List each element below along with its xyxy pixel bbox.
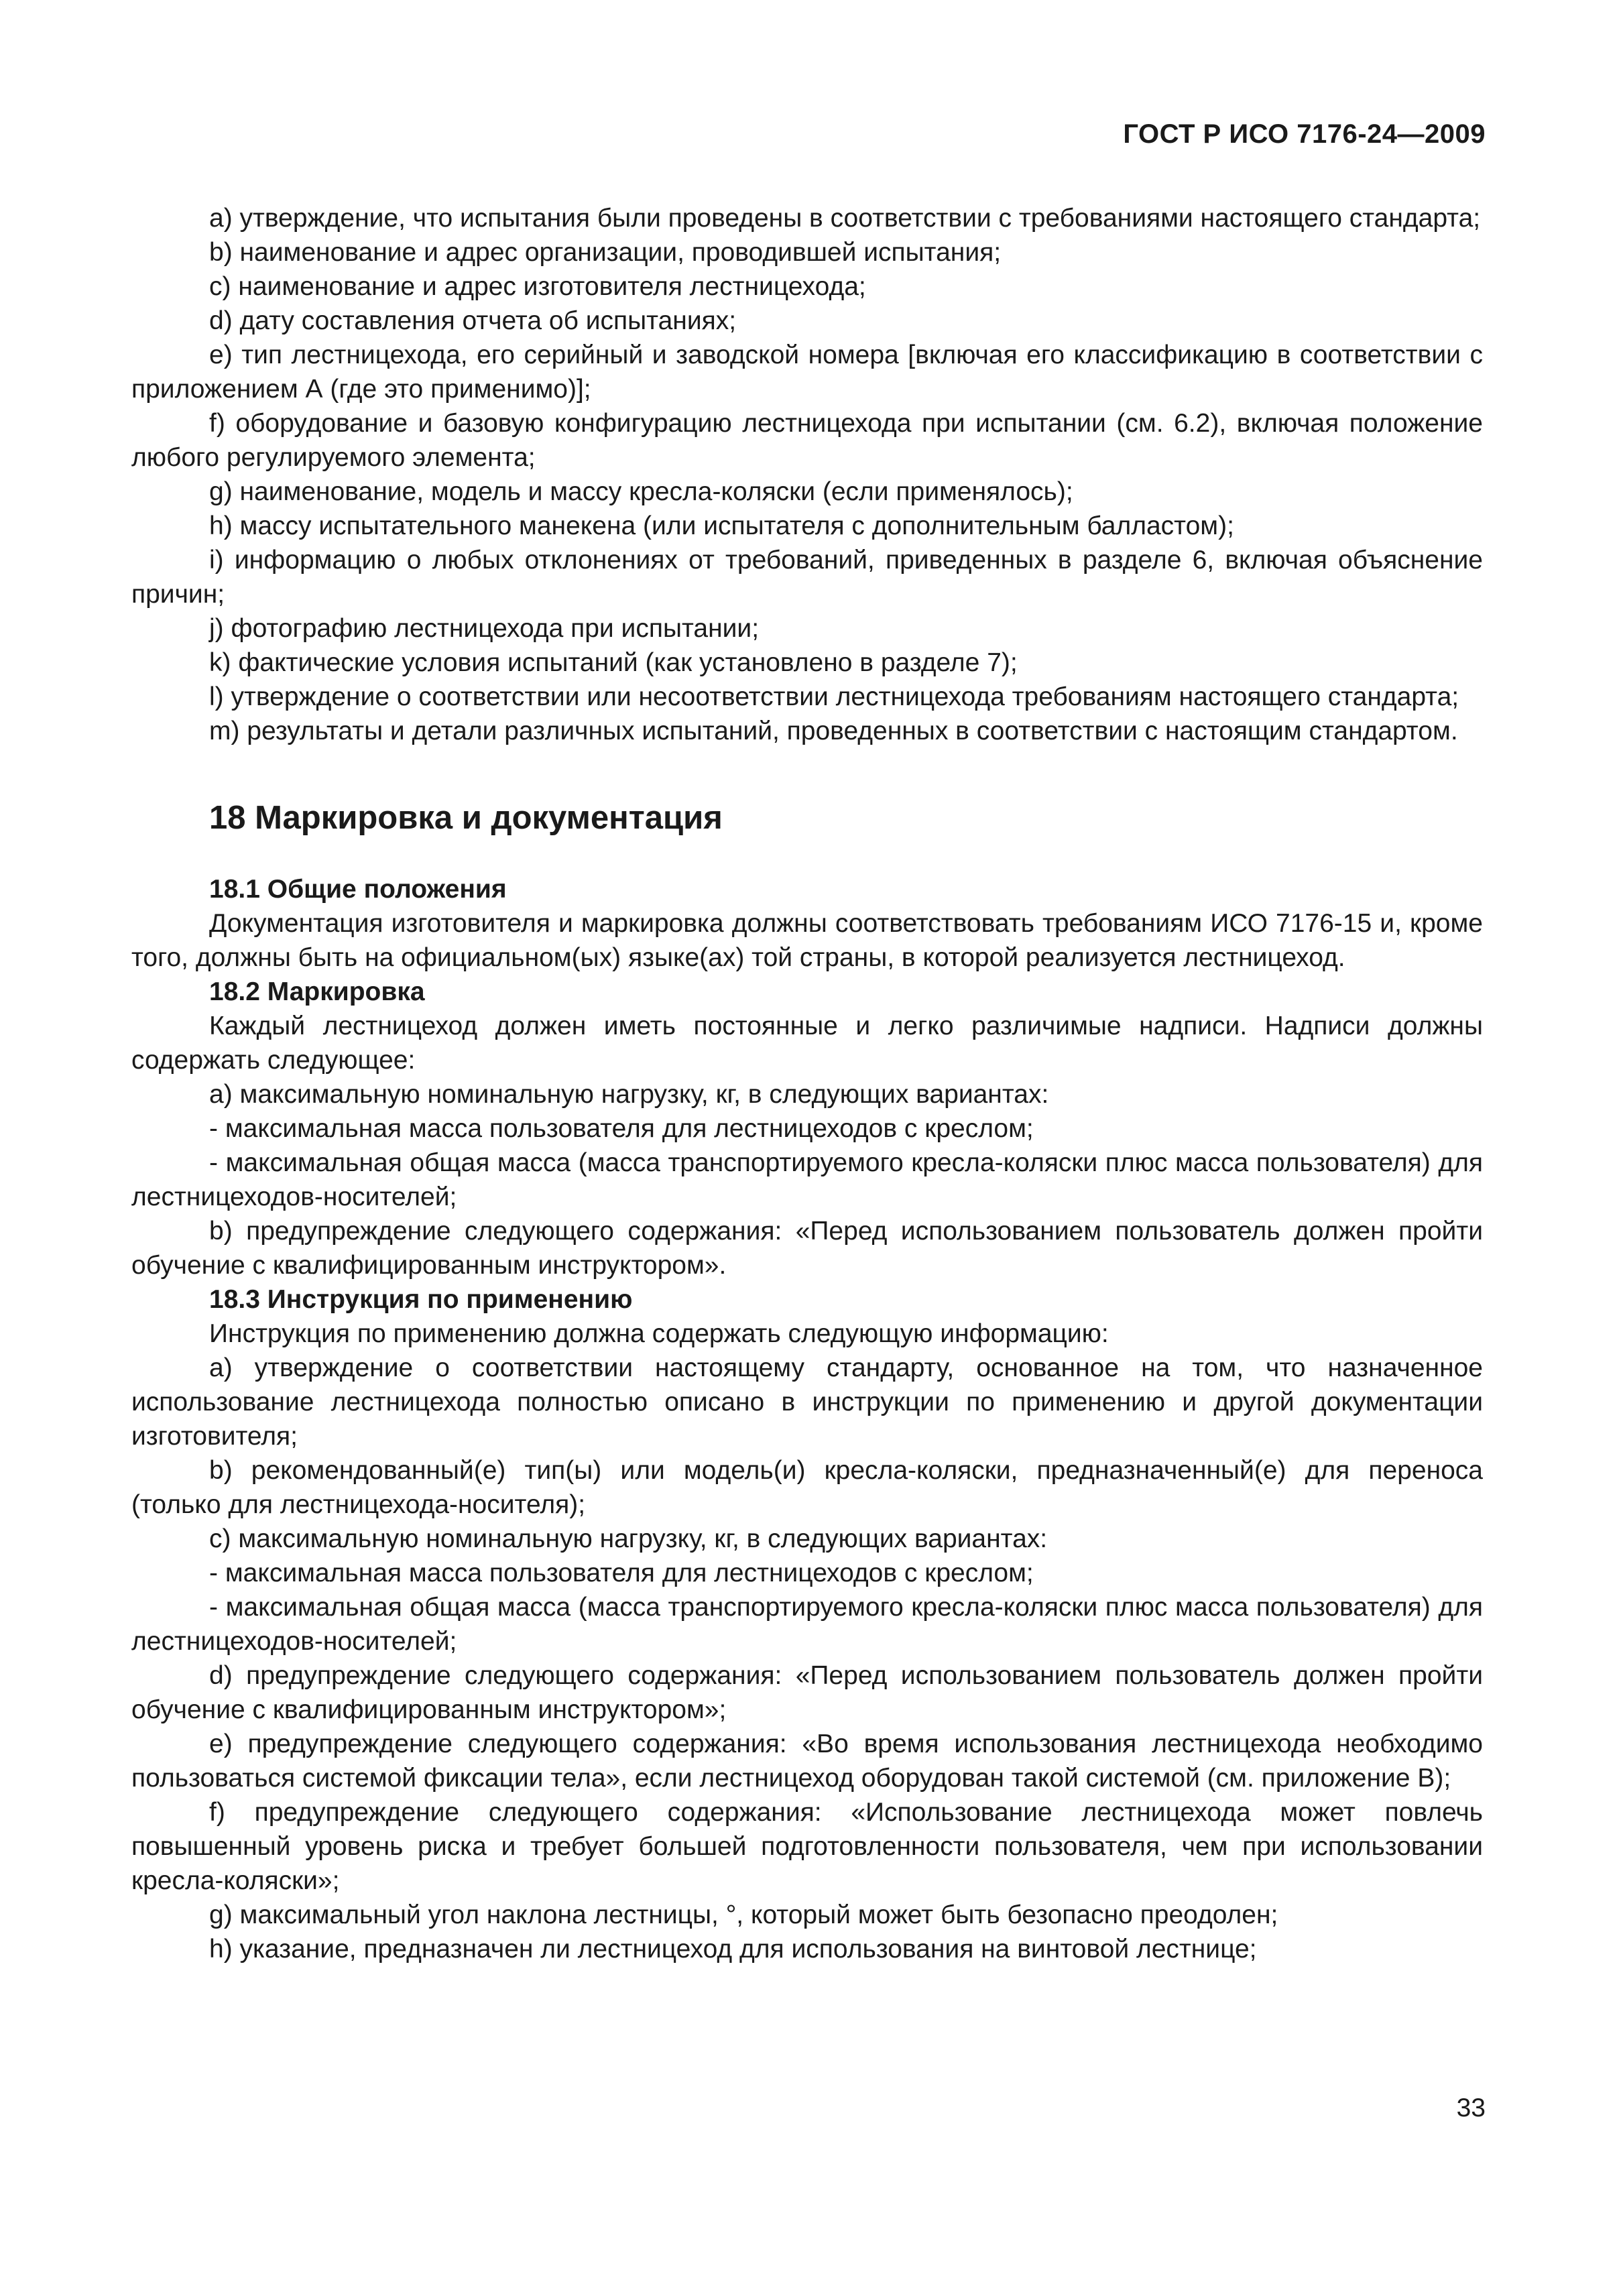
- list-item: c) максимальную номинальную нагрузку, кг, в следующих вариантах:: [209, 1524, 1048, 1553]
- list-item: j) фотографию лестницехода при испытании;: [209, 614, 760, 643]
- document-header: ГОСТ Р ИСО 7176-24—2009: [1123, 119, 1486, 149]
- paragraph: Инструкция по применению должна содержать следующую информацию:: [209, 1319, 1109, 1348]
- list-item: h) массу испытательного манекена (или испытателя с дополнительным балластом);: [209, 511, 1234, 540]
- list-item: f) оборудование и базовую конфигурацию лестницехода при испытании (см. 6.2), включая положение любого регулируемого элемента;: [131, 409, 1483, 472]
- list-item: e) тип лестницехода, его серийный и заводской номера [включая его классификацию в соответствии с приложением А (где это применимо)];: [131, 341, 1483, 404]
- list-item: d) дату составления отчета об испытаниях;: [209, 306, 737, 335]
- list-item: - максимальная общая масса (масса транспортируемого кресла-коляски плюс масса пользователя) для лестницеходов-носителей;: [131, 1593, 1483, 1656]
- list-item: b) рекомендованный(е) тип(ы) или модель(и) кресла-коляски, предназначенный(е) для переноса (только для лестницехода-носителя);: [131, 1456, 1483, 1519]
- list-item: e) предупреждение следующего содержания: «Во время использования лестницехода необходимо пользоваться системой фиксации тела», если лестницеход оборудован такой системой (см. приложение В);: [131, 1730, 1483, 1793]
- subsection-heading: 18.1 Общие положения: [209, 875, 507, 904]
- section-heading: 18 Маркировка и документация: [209, 800, 723, 836]
- list-item: - максимальная масса пользователя для лестницеходов с креслом;: [209, 1559, 1034, 1587]
- list-item: h) указание, предназначен ли лестницеход для использования на винтовой лестнице;: [209, 1935, 1257, 1963]
- list-item: l) утверждение о соответствии или несоответствии лестницехода требованиям настоящего стандарта;: [209, 682, 1459, 711]
- page-number: 33: [1456, 2094, 1486, 2122]
- list-item: g) наименование, модель и массу кресла-коляски (если применялось);: [209, 477, 1073, 506]
- list-item: m) результаты и детали различных испытаний, проведенных в соответствии с настоящим стандартом.: [209, 717, 1458, 745]
- list-item: f) предупреждение следующего содержания: «Использование лестницехода может повлечь повышенный уровень риска и требует большей подготовленности пользователя, чем при использовании кресла-коляски»;: [131, 1798, 1483, 1895]
- paragraph: Документация изготовителя и маркировка должны соответствовать требованиям ИСО 7176-15 и, кроме того, должны быть на официальном(ых) языке(ах) той страны, в которой реализуется лестницеход.: [131, 909, 1483, 972]
- list-item: - максимальная масса пользователя для лестницеходов с креслом;: [209, 1114, 1034, 1143]
- list-item: g) максимальный угол наклона лестницы, °, который может быть безопасно преодолен;: [209, 1900, 1278, 1929]
- list-item: - максимальная общая масса (масса транспортируемого кресла-коляски плюс масса пользователя) для лестницеходов-носителей;: [131, 1148, 1483, 1211]
- list-item: а) утверждение о соответствии настоящему стандарту, основанное на том, что назначенное использование лестницехода полностью описано в инструкции по применению и другой документации изготовителя;: [131, 1353, 1483, 1451]
- list-item: c) наименование и адрес изготовителя лестницехода;: [209, 272, 866, 301]
- list-item: а) утверждение, что испытания были проведены в соответствии с требованиями настоящего стандарта;: [209, 204, 1481, 233]
- document-body: [131, 201, 1483, 1966]
- subsection-heading: 18.3 Инструкция по применению: [209, 1285, 633, 1314]
- list-item: b) наименование и адрес организации, проводившей испытания;: [209, 238, 1002, 267]
- subsection-heading: 18.2 Маркировка: [209, 977, 425, 1006]
- paragraph: Каждый лестницеход должен иметь постоянные и легко различимые надписи. Надписи должны содержать следующее:: [131, 1012, 1483, 1075]
- list-item: а) максимальную номинальную нагрузку, кг, в следующих вариантах:: [209, 1080, 1049, 1109]
- list-item: b) предупреждение следующего содержания: «Перед использованием пользователь должен пройти обучение с квалифицированным инструктором».: [131, 1217, 1483, 1280]
- list-item: d) предупреждение следующего содержания: «Перед использованием пользователь должен пройти обучение с квалифицированным инструктором»;: [131, 1661, 1483, 1724]
- list-item: k) фактические условия испытаний (как установлено в разделе 7);: [209, 648, 1018, 677]
- list-item: i) информацию о любых отклонениях от требований, приведенных в разделе 6, включая объяснение причин;: [131, 546, 1483, 609]
